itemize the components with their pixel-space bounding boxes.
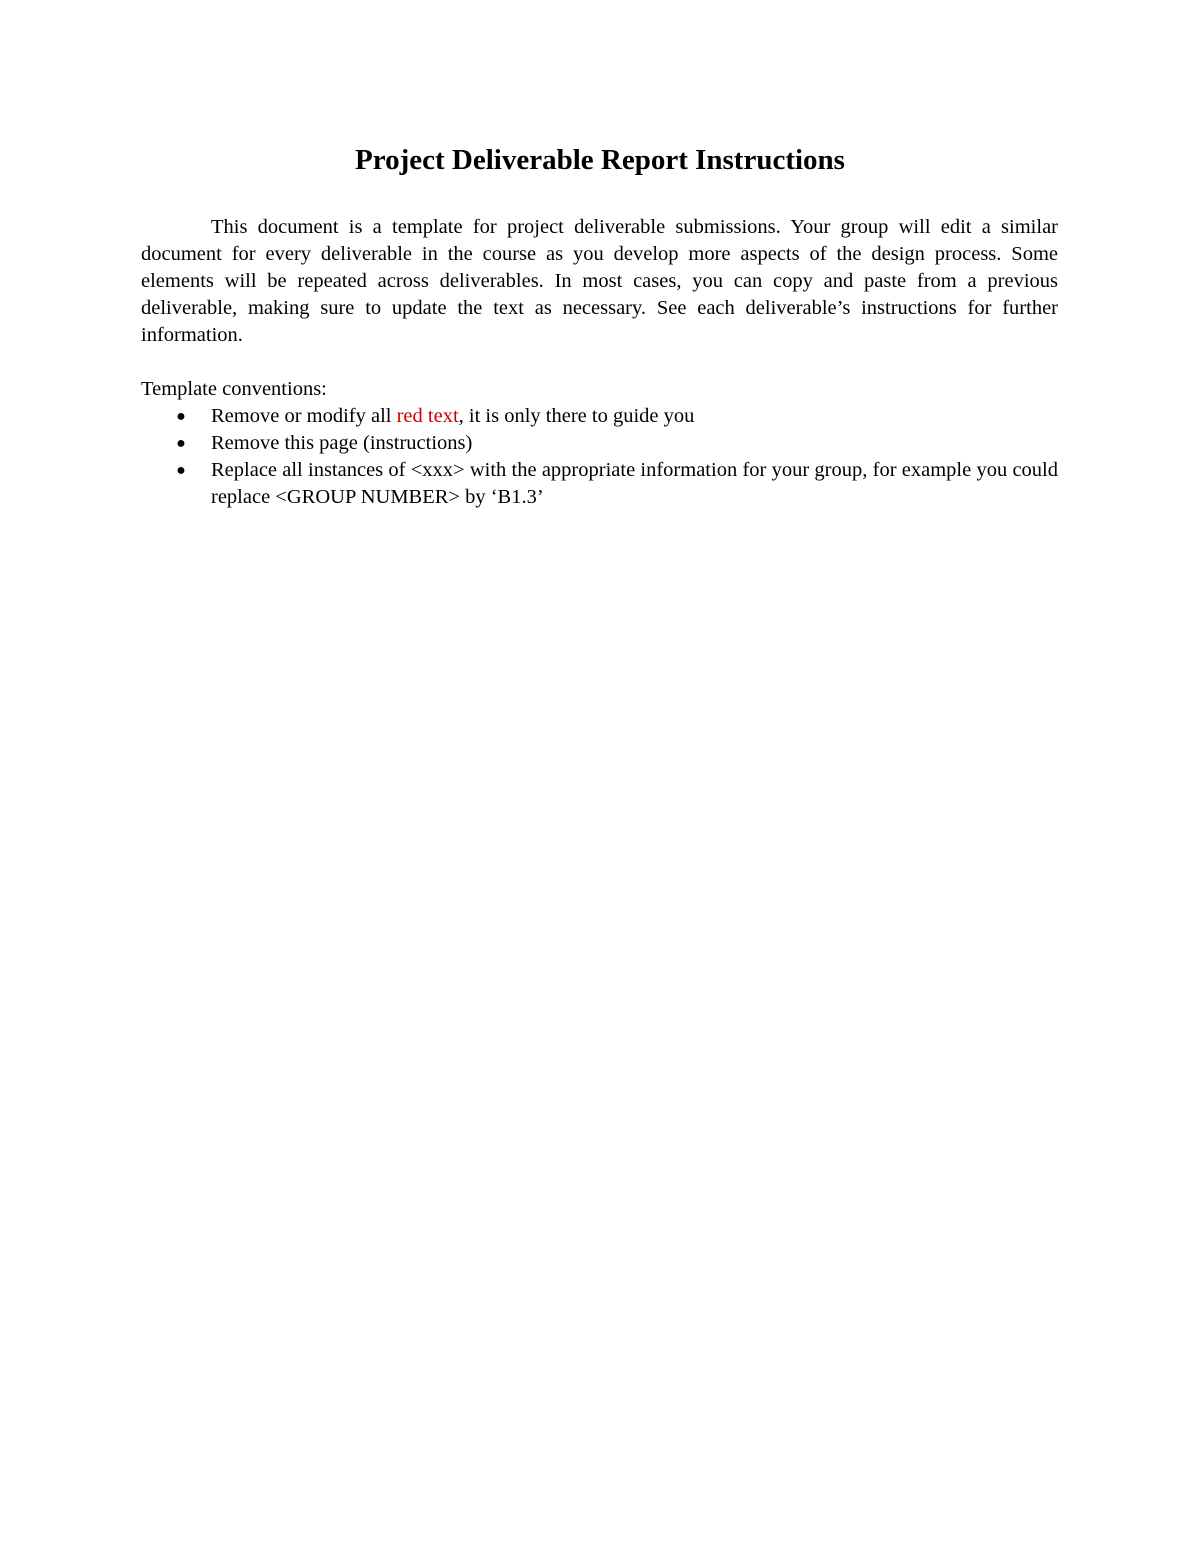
red-text-highlight: red text xyxy=(396,405,459,427)
document-body xyxy=(141,214,1058,511)
list-item xyxy=(141,457,1058,511)
intro-paragraph: This document is a template for project deliverable submissions. Your group will edit a similar document for every deliverable in the course as you develop more aspects of the design process. Some elements will be repeated across deliverables. In most cases, you can copy and paste from a previous deliverable, making sure to update the text as necessary. See each deliverable’s instructions for further information. xyxy=(141,216,1058,346)
document-title: Project Deliverable Report Instructions xyxy=(355,144,845,176)
bullet-icon: ● xyxy=(176,408,186,425)
bullet-icon: ● xyxy=(176,462,186,479)
conventions-label: Template conventions: xyxy=(141,378,327,400)
list-item xyxy=(141,403,1058,430)
conventions-list xyxy=(141,403,1058,511)
list-item-text-after: , it is only there to guide you xyxy=(458,405,695,427)
list-item-text: Remove this page (instructions) xyxy=(211,432,473,454)
list-item-text: Replace all instances of <xxx> with the appropriate information for your group, for example you could replace <GROUP NUMBER> by ‘B1.3’ xyxy=(211,459,1058,508)
bullet-icon: ● xyxy=(176,435,186,452)
list-item xyxy=(141,430,1058,457)
list-item-text-before: Remove or modify all xyxy=(211,405,397,427)
